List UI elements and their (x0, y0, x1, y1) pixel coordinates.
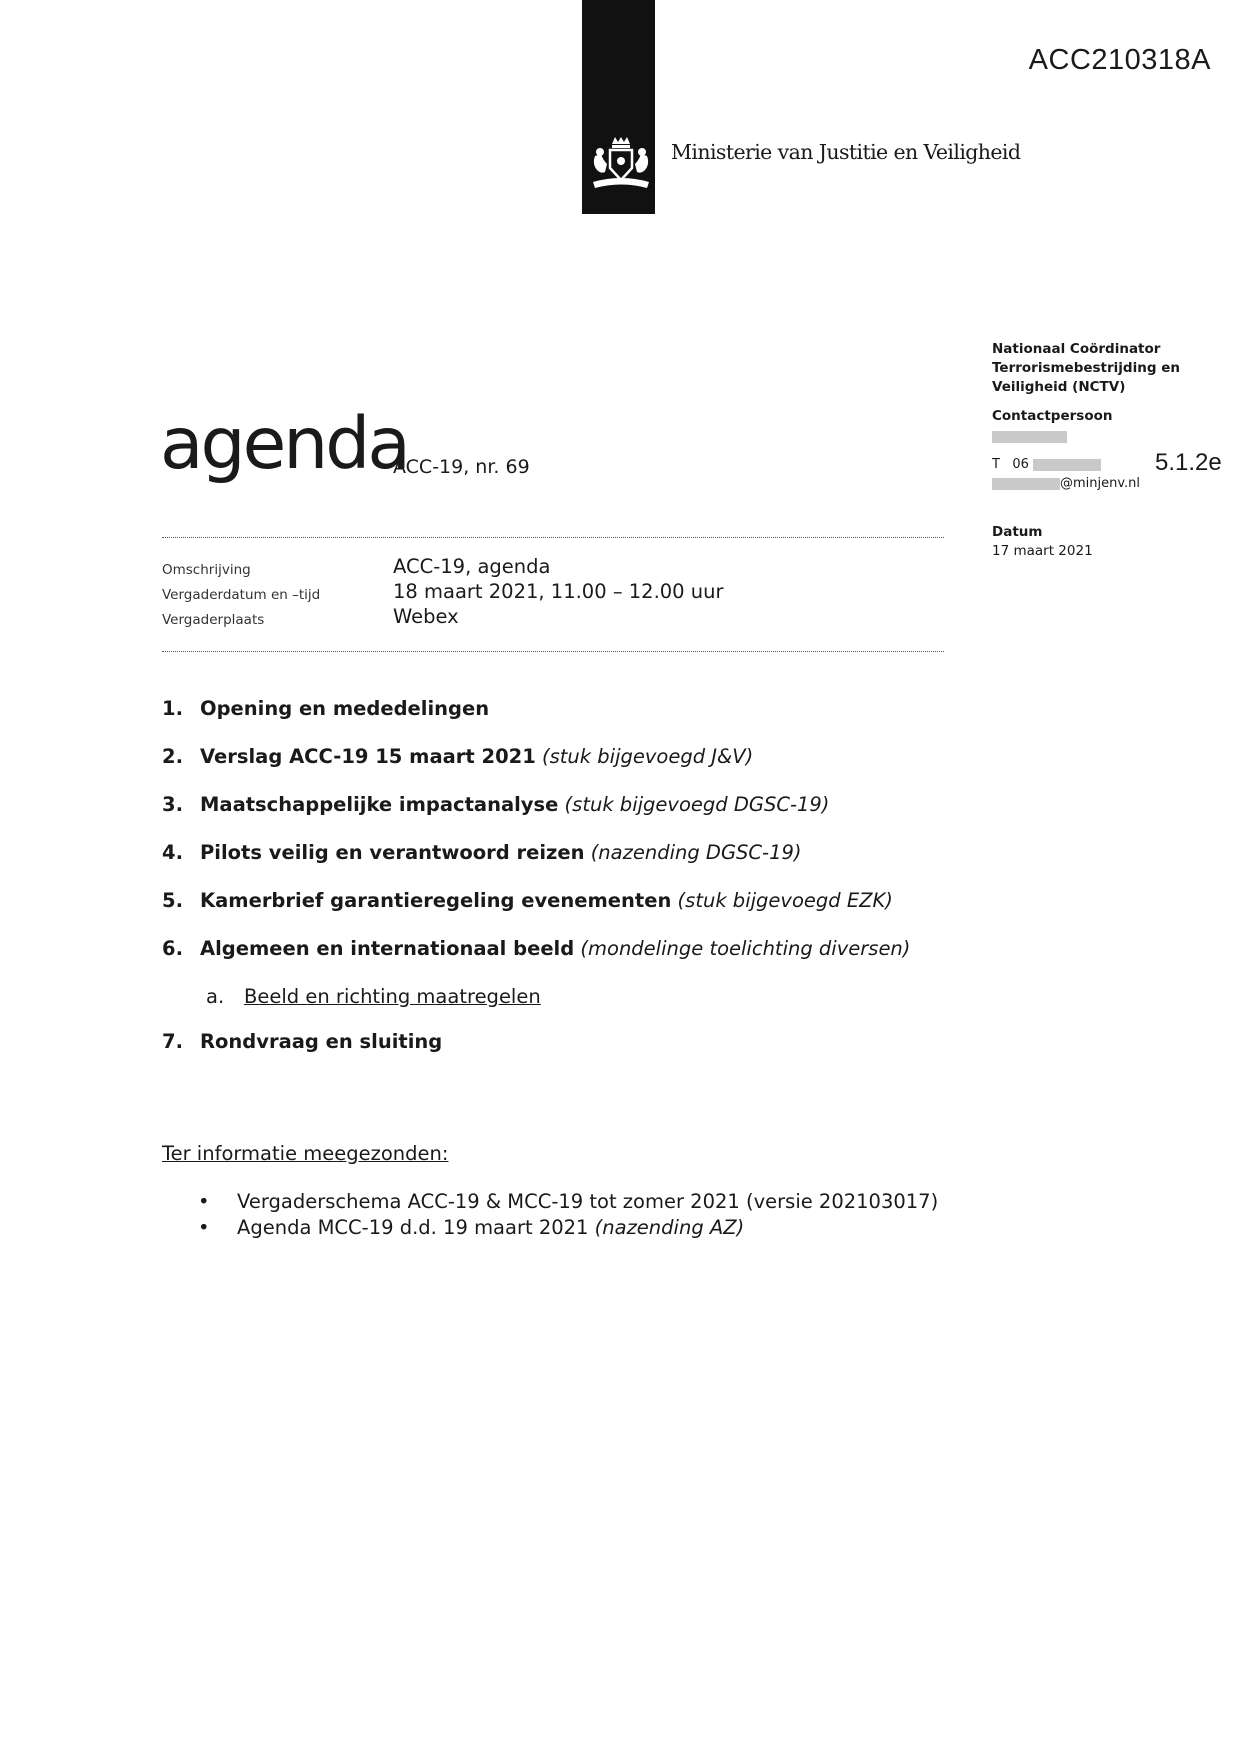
meta-value: 18 maart 2021, 11.00 – 12.00 uur (393, 580, 724, 603)
divider (162, 537, 944, 538)
agenda-item (162, 697, 962, 745)
item-title: Maatschappelijke impactanalyse (200, 793, 559, 816)
page-subtitle: ACC-19, nr. 69 (393, 456, 530, 478)
item-number: 3. (162, 793, 183, 816)
meta-value: ACC-19, agenda (393, 555, 551, 578)
meta-label: Vergaderdatum en –tijd (162, 587, 321, 603)
contact-label: Contactpersoon (992, 408, 1113, 424)
meeting-details (162, 555, 944, 630)
meta-row (162, 580, 944, 605)
agenda-item (162, 1030, 962, 1078)
item-title: Verslag ACC-19 15 maart 2021 (200, 745, 536, 768)
item-number: 7. (162, 1030, 183, 1053)
redacted-phone (1033, 459, 1101, 471)
item-number: 5. (162, 889, 183, 912)
page-title: agenda (160, 402, 408, 485)
divider (162, 651, 944, 652)
item-title: Rondvraag en sluiting (200, 1030, 443, 1053)
item-note: (nazending DGSC-19) (590, 841, 802, 864)
item-title: Kamerbrief garantieregeling evenementen (200, 889, 672, 912)
exemption-code: 5.1.2e (1155, 449, 1222, 476)
info-text: Agenda MCC-19 d.d. 19 maart 2021 (237, 1216, 595, 1239)
coat-of-arms-icon (587, 134, 650, 194)
redacted-email (992, 478, 1060, 490)
item-number: 4. (162, 841, 183, 864)
item-number: 6. (162, 937, 183, 960)
phone-start: 06 (1012, 457, 1029, 472)
redacted-name (992, 431, 1067, 443)
agenda-item (162, 841, 962, 889)
info-note: (nazending AZ) (594, 1216, 745, 1239)
item-number: 1. (162, 697, 183, 720)
date-label: Datum (992, 524, 1043, 540)
meta-row (162, 555, 944, 580)
phone-prefix: T (992, 457, 1000, 472)
item-number: 2. (162, 745, 183, 768)
date-value: 17 maart 2021 (992, 543, 1093, 559)
item-note: (stuk bijgevoegd EZK) (677, 889, 893, 912)
item-title: Algemeen en internationaal beeld (200, 937, 575, 960)
item-title: Opening en mededelingen (200, 697, 490, 720)
item-note: (mondelinge toelichting diversen) (580, 937, 911, 960)
agenda-items (162, 697, 962, 1078)
bullet: • (198, 1190, 210, 1213)
item-note: (stuk bijgevoegd DGSC-19) (564, 793, 830, 816)
meta-label: Omschrijving (162, 562, 251, 578)
meta-row (162, 605, 944, 630)
subitem-text: Beeld en richting maatregelen (244, 985, 541, 1008)
meta-label: Vergaderplaats (162, 612, 265, 628)
subitem-letter: a. (206, 985, 225, 1008)
meta-value: Webex (393, 605, 459, 628)
email-suffix: @minjenv.nl (1060, 476, 1141, 491)
info-text: Vergaderschema ACC-19 & MCC-19 tot zomer 2021 (versie 202103017) (237, 1190, 939, 1213)
agenda-subitem (162, 985, 962, 1030)
org-name-line: Nationaal Coördinator (992, 341, 1161, 357)
agenda-item (162, 745, 962, 793)
agenda-item (162, 937, 962, 985)
item-title: Pilots veilig en verantwoord reizen (200, 841, 585, 864)
org-name-line: Veiligheid (NCTV) (992, 379, 1126, 395)
document-code: ACC210318A (1028, 44, 1211, 76)
logo-bar (582, 0, 655, 214)
bullet: • (198, 1216, 210, 1239)
info-heading: Ter informatie meegezonden: (162, 1142, 449, 1165)
agenda-item (162, 793, 962, 841)
org-name-line: Terrorismebestrijding en (992, 360, 1180, 376)
agenda-item (162, 889, 962, 937)
item-note: (stuk bijgevoegd J&V) (542, 745, 754, 768)
ministry-name: Ministerie van Justitie en Veiligheid (671, 140, 1021, 164)
